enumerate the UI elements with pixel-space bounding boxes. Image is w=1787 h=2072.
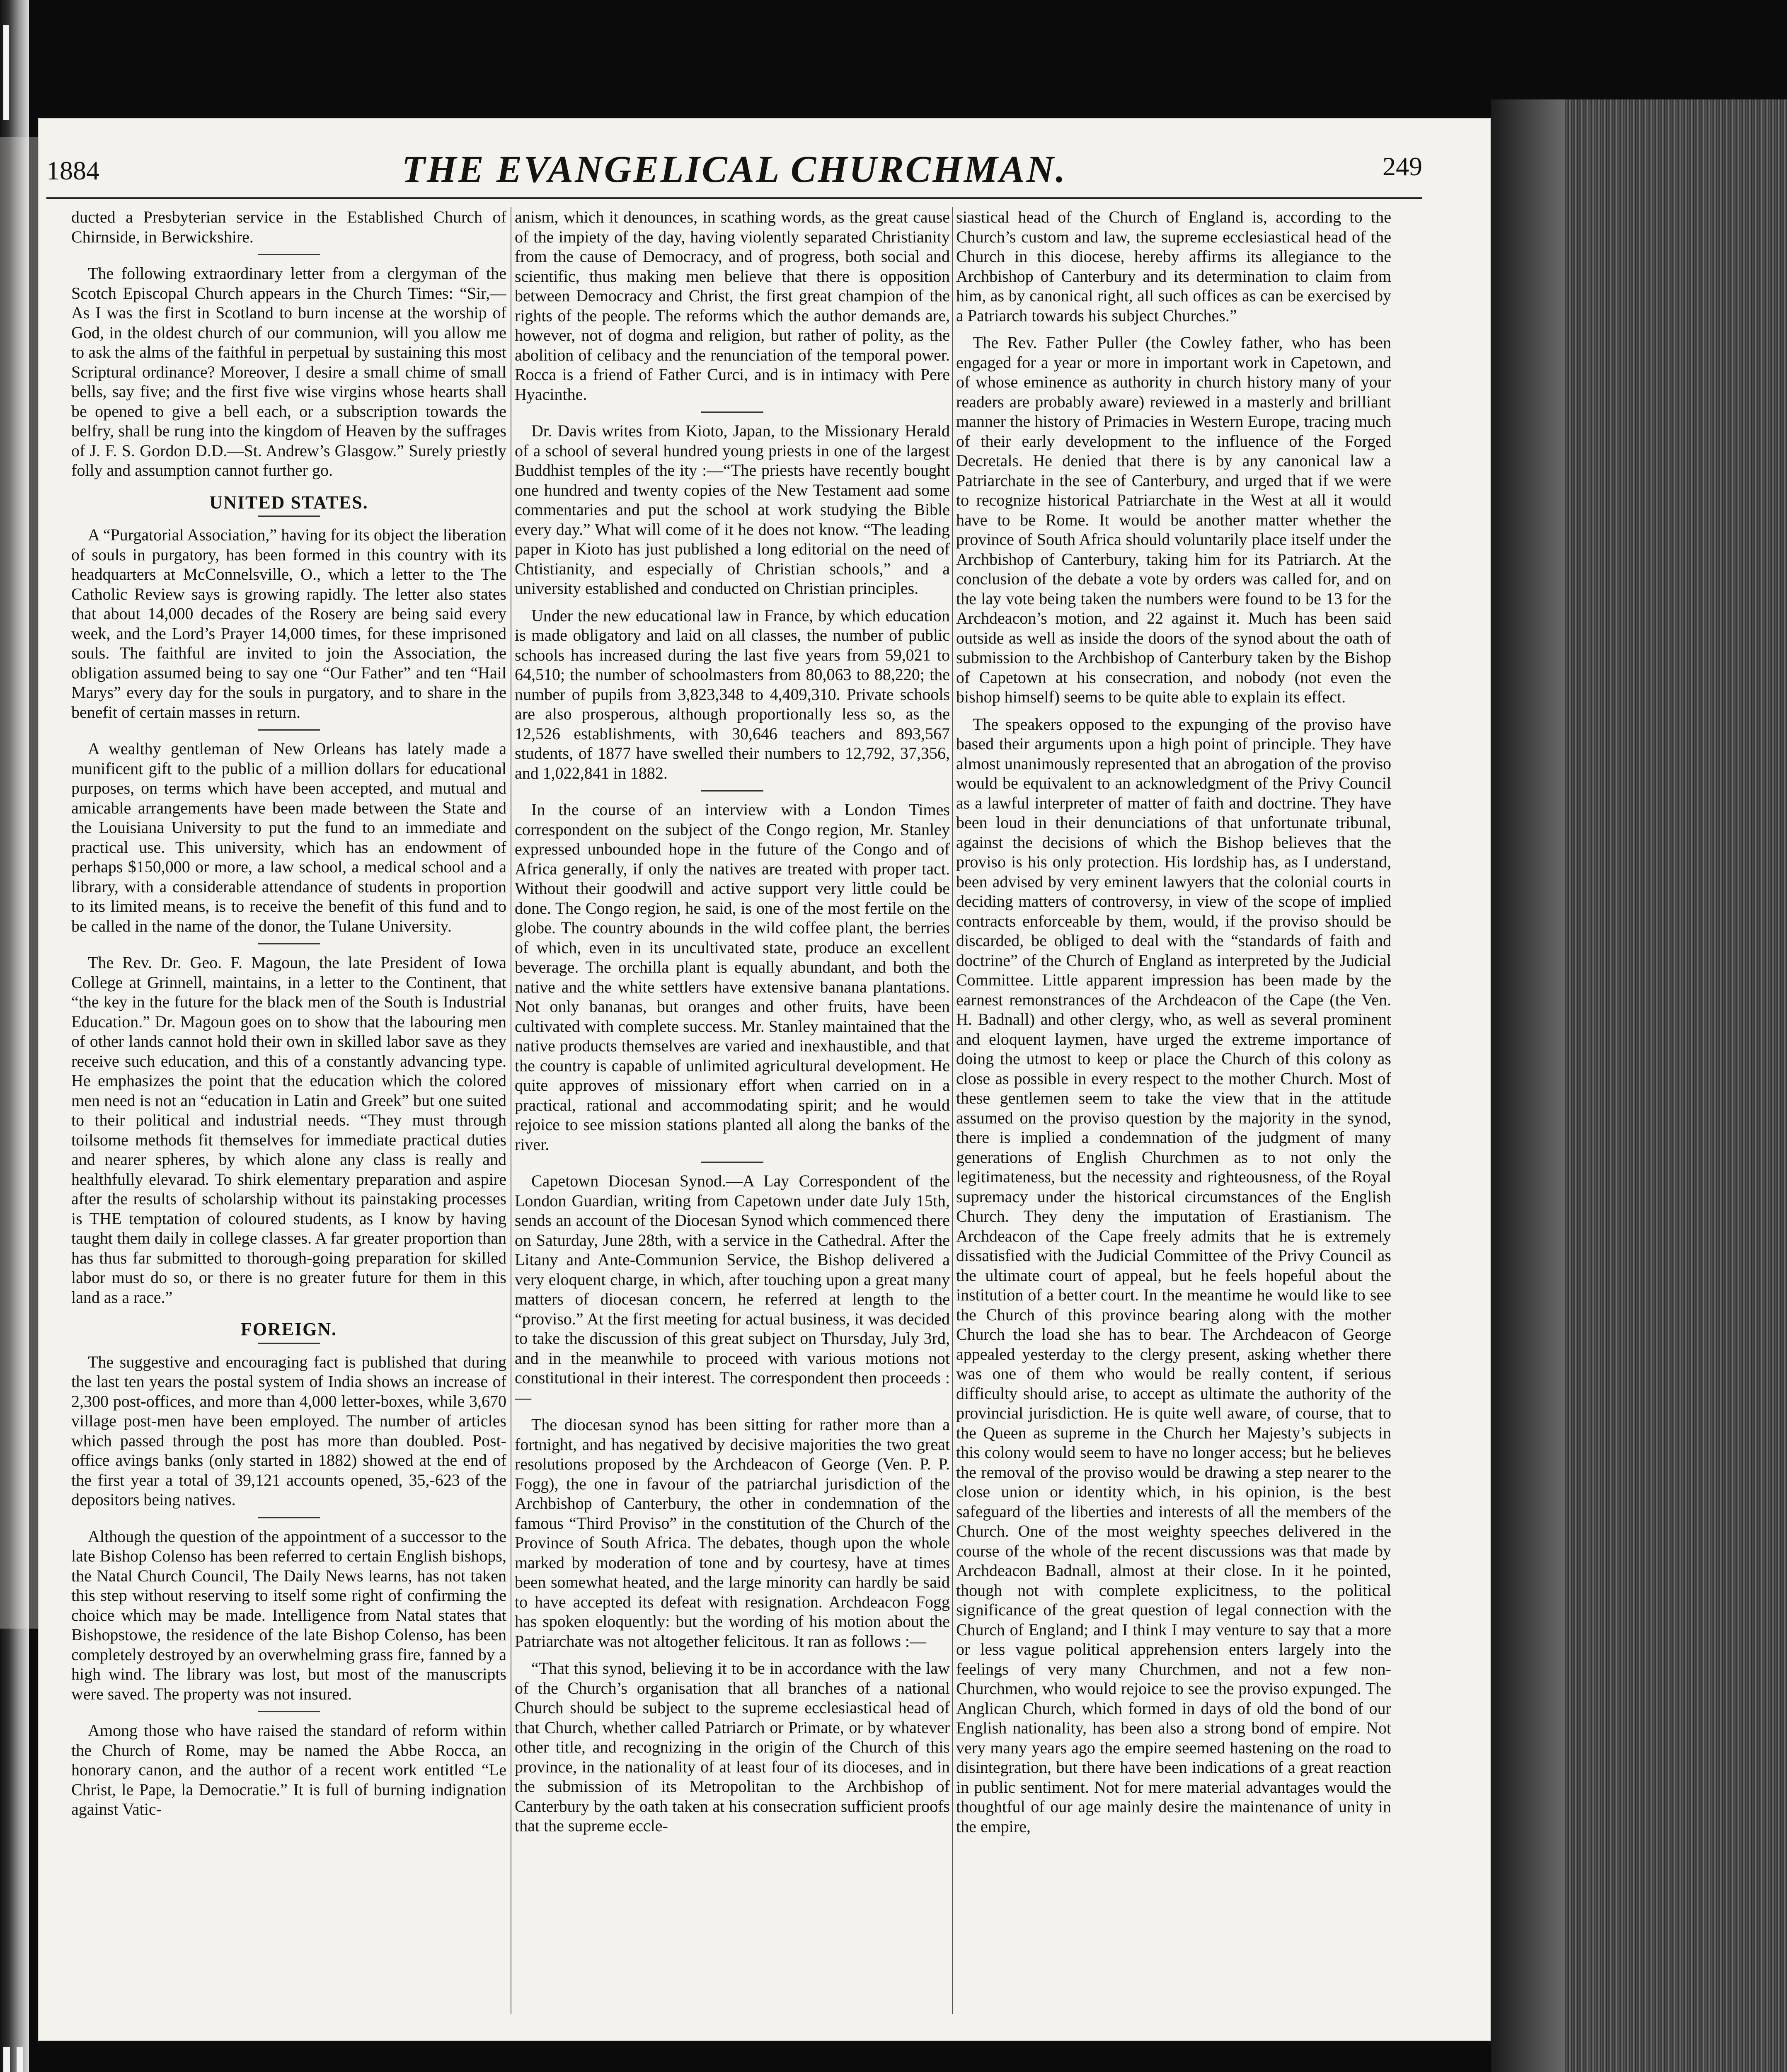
section-heading-united-states: UNITED STATES. bbox=[209, 492, 368, 513]
article-paragraph: The speakers opposed to the expunging of the proviso have based their arguments upon a high point of principle. They have almost unanimously represented that an abrogation of the proviso would be equivalent to an acknowledgment of the Privy Council as a lawful interpreter of matter of faith and doctrine. They have been loud in their denunciations of that unfortunate tribunal, against the decisions of which the Bishop believes that the proviso is his only protection. His lordship has, as I understand, been advised by very eminent lawyers that the colonial courts in deciding matters of controversy, in view of the scope of implied contracts enforceable by them, would, if the proviso should be discarded, be obliged to deal with the “standards of faith and doctrine” of the Church of England as interpreted by the Judicial Committee. Little apparent impression has been made by the earnest remonstrances of the Archdeacon of the Cape (the Ven. H. Badnall) and other clergy, who, as well as several prominent and eloquent laymen, have urged the extreme importance of doing the utmost to keep or place the Church of this colony as close as possible in every respect to the mother Church. Most of these gentlemen seem to take the view that in the attitude assumed on the proviso question by the majority in the synod, there is implied a condemnation of the judgment of many generations of English Churchmen as to not only the legitimateness, but the necessity and righteousness, of the Royal supremacy under the historical circumstances of the English Church. They deny the imputation of Erastianism. The Archdeacon of the Cape freely admits that he is extremely dissatisfied with the Judicial Committee of the Privy Council as the ultimate court of appeal, but he feels hopeful about the institution of a better court. In the meantime he would like to see the Church of this province bearing along with the mother Church the load she has to bear. The Archdeacon of George appealed yesterday to the clergy present, asking whether there was one of them who would be really content, if serious difficulty should arise, to accept as ultimate the authority of the provincial jurisdiction. He is quite well aware, of course, that to the Queen as supreme in the Church her Majesty’s subjects in this colony would seem to have no longer access; but he believes the removal of the proviso would be drawing a step nearer to the close union or identity which, in his opinion, is the best safeguard of the liberties and interests of all the members of the Church. One of the most weighty speeches delivered in the course of the whole of the recent discussions was that made by Archdeacon Badnall, almost at their close. In it he pointed, though not with complete explicitness, to the political significance of the great question of legal connection with the Church of England; and I think I may venture to say that a more or less vague political apprehension enters largely into the feelings of very many Churchmen, and not a few non-Churchmen, who would rejoice to see the proviso expunged. The Anglican Church, which formed in days of old the bond of our English nationality, has been also a strong bond of empire. Not very many years ago the empire seemed hastening on the road to disintegration, but there have been indications of a great reaction in public sentiment. Not for mere material advantages would the thoughtful of our age mainly desire the maintenance of unity in the empire, bbox=[956, 714, 1391, 1836]
article-paragraph: Under the new educational law in France, by which education is made obligatory and laid on all classes, the number of public schools has increased during the last five years from 59,021 to 64,510; the number of schoolmasters from 80,063 to 88,220; the number of pupils from 3,823,348 to 4,409,310. Private schools are also prosperous, although proportionally less so, as the 12,526 establishments, with 30,646 teachers and 893,567 students, of 1877 have swelled their numbers to 12,792, 37,356, and 1,022,841 in 1882. bbox=[515, 606, 950, 782]
article-paragraph: The Rev. Father Puller (the Cowley father, who has been engaged for a year or more in important work in Capetown, and of whose eminence as authority in church history many of your readers are probably aware) reviewed in a masterly and brilliant manner the history of Primacies in Western Europe, tracing much of their early development to the influence of the Forged Decretals. He denied that there is by any canonical law a Patriarchate in the see of Canterbury, and urged that if we were to recognize historical Patriarchate in the West at all it would have to be Rome. It would be another matter whether the province of South Africa should voluntarily place itself under the Archbishop of Canterbury, taking him for its Patriarch. At the conclusion of the debate a vote by orders was called for, and on the lay vote being taken the numbers were found to be 13 for the Archdeacon’s motion, and 22 against it. Much has been said outside as well as inside the doors of the synod about the oath of submission to the Archbishop of Canterbury taken by the Bishop of Capetown at his consecration, and nobody (not even the bishop himself) seems to be quite able to explain its effect. bbox=[956, 333, 1391, 706]
article-separator bbox=[701, 411, 763, 413]
header-rule bbox=[46, 197, 1422, 201]
article-paragraph: siastical head of the Church of England is, according to the Church’s custom and law, the supreme ecclesiastical head of the Church in this diocese, hereby affirms its allegiance to the Archbishop of Canterbury and its determination to claim from him, as by canonical right, all such offices as can be exercised by a Patriarch towards his subject Churches.” bbox=[956, 208, 1391, 325]
column-1 bbox=[71, 207, 506, 2031]
article-paragraph: Capetown Diocesan Synod.—A Lay Correspondent of the London Guardian, writing from Capetown under date July 15th, sends an account of the Diocesan Synod which commenced there on Saturday, June 28th, with a service in the Cathedral. After the Litany and Ante-Communion Service, the Bishop delivered a very eloquent charge, in which, after touching upon a great many matters of diocesan concern, he referred at length to the “proviso.” At the first meeting for actual business, it was decided to take the discussion of this great subject on Thursday, July 3rd, and in the meanwhile to proceed with various motions not constitutional in their interest. The correspondent then proceeds :— bbox=[515, 1172, 950, 1407]
article-paragraph: Although the question of the appointment of a successor to the late Bishop Colenso has been referred to certain English bishops, the Natal Church Council, The Daily News learns, has not taken this step without reserving to itself some right of confirming the choice which may be made. Intelligence from Natal states that Bishopstowe, the residence of the late Bishop Colenso, has been completely destroyed by an overwhelming grass fire, fanned by a high wind. The library was lost, but most of the manuscripts were saved. The property was not insured. bbox=[71, 1527, 506, 1703]
column-3 bbox=[956, 207, 1391, 2031]
article-paragraph: The Rev. Dr. Geo. F. Magoun, the late President of Iowa College at Grinnell, maintains, in a letter to the Continent, that “the key in the future for the black men of the South is Industrial Education.” Dr. Magoun goes on to show that the labouring men of other lands cannot hold their own in skilled labor save as they receive such education, and this of a constantly advancing type. He emphasizes the point that the education which the colored men need is not an “education in Latin and Greek” but one suited to their political and industrial needs. “They must through toilsome methods fit themselves for immediate practical duties and nearer spheres, by which alone any class is really and healthfully elevarad. To shirk elementary preparation and aspire after the results of scholarship without its painstaking processes is THE temptation of coloured students, as I know by having taught them daily in college classes. A far greater proportion than has thus far submitted to thorough-going preparation for skilled labor must do so, or there is no greater future for them in this land as a race.” bbox=[71, 953, 506, 1307]
header-year: 1884 bbox=[46, 156, 99, 185]
article-paragraph: Dr. Davis writes from Kioto, Japan, to the Missionary Herald of a school of several hundred young priests in one of the largest Buddhist temples of the ity :—“The priests have recently bought one hundred and twenty copies of the New Testament aad some commentaries and put the school at work studying the Bible every day.” What will come of it he does not know. “The leading paper in Kioto has just published a long editorial on the need of Chtistianity, and especially of Christian schools,” and a university established and conducted on Christian principles. bbox=[515, 421, 950, 598]
article-paragraph: The suggestive and encouraging fact is published that during the last ten years the postal system of India shows an increase of 2,300 post-offices, and more than 4,000 letter-boxes, while 3,670 village post-men have been employed. The number of articles which passed through the post has more than doubled. Post-office avings banks (only started in 1882) showed at the end of the first year a total of 39,121 accounts opened, 35,-623 of the depositors being natives. bbox=[71, 1352, 506, 1509]
article-separator bbox=[258, 1517, 320, 1518]
section-heading-foreign: FOREIGN. bbox=[240, 1319, 337, 1339]
article-separator bbox=[701, 790, 763, 792]
newspaper-page bbox=[38, 118, 1491, 2041]
page-edge-shadow bbox=[1491, 99, 1565, 2072]
article-paragraph: In the course of an interview with a London Times correspondent on the subject of the Congo region, Mr. Stanley expressed unbounded hope in the future of the Congo and of Africa generally, if only the natives are treated with proper tact. Without their goodwill and active support very little could be done. The Congo region, he said, is one of the most fertile on the globe. The country abounds in the wild coffee plant, the berries of which, even in its uncultivated state, produce an excellent beverage. The orchilla plant is equally abundant, and both the native and the white settlers have extensive banana plantations. Not only bananas, but oranges and other fruits, have been cultivated with complete success. Mr. Stanley maintained that the native products themselves are varied and inexhaustible, and that the country is capable of unlimited agricultural development. He quite approves of missionary effort when carried on in a practical, rational and accommodating spirit; and he would rejoice to see mission stations planted all along the banks of the river. bbox=[515, 800, 950, 1154]
page-stack-edge bbox=[1491, 99, 1787, 2072]
article-separator bbox=[258, 1343, 320, 1344]
article-paragraph: A wealthy gentleman of New Orleans has lately made a munificent gift to the public of a million dollars for educational purposes, on terms which have been accepted, and mutual and amicable arrangements have been made between the State and the Louisiana University to put the fund to an immediate and practical use. This university, which has an endowment of perhaps $150,000 or more, a law school, a medical school and a library, with a considerable attendance of students in proportion to its limited means, is to receive the benefit of this fund and to be called in the name of the donor, the Tulane University. bbox=[71, 739, 506, 935]
article-separator bbox=[258, 254, 320, 255]
article-separator bbox=[258, 943, 320, 944]
page-number: 249 bbox=[1383, 152, 1422, 181]
article-paragraph: ducted a Presbyterian service in the Established Church of Chirnside, in Berwickshire. bbox=[71, 208, 506, 246]
binding-bar-lower-2 bbox=[17, 2047, 23, 2072]
column-2 bbox=[515, 207, 950, 2031]
article-quote: “That this synod, believing it to be in accordance with the law of the Church’s organisation that all branches of a national Church should be subject to the supreme ecclesiastical head of that Church, whether called Patriarch or Primate, or by whatever other title, and recognizing in the origin of the Church of this province, in the nationality of at least four of its dioceses, and in the submission of its Metropolitan to the Archbishop of Canterbury by the oath taken at his consecration sufficient proofs that the supreme eccle- bbox=[515, 1659, 950, 1835]
column-divider-2 bbox=[952, 207, 953, 2014]
article-separator bbox=[258, 1711, 320, 1712]
article-separator bbox=[258, 729, 320, 731]
article-paragraph: Among those who have raised the standard of reform within the Church of Rome, may be named the Abbe Rocca, an honorary canon, and the author of a recent work entitled “Le Christ, le Pape, la Democratie.” It is full of burning indignation against Vatic- bbox=[71, 1721, 506, 1818]
binding-bar-upper bbox=[3, 25, 9, 120]
article-paragraph: The following extraordinary letter from a clergyman of the Scotch Episcopal Church appears in the Church Times: “Sir,—As I was the first in Scotland to burn incense at the worship of God, in the oldest church of our communion, will you allow me to ask the alms of the faithful in perpetual by sustaining this most Scriptural ordinance? Moreover, I desire a small chime of small bells, say five; and the first five wise virgins whose hearts shall be opened to give a bell each, or a subscription towards the belfry, shall be rung into the kingdom of Heaven by the suffrages of J. F. S. Gordon D.D.—St. Andrew’s Glasgow.” Surely priestly folly and assumption cannot further go. bbox=[71, 264, 506, 479]
masthead-title: THE EVANGELICAL CHURCHMAN. bbox=[402, 148, 1067, 190]
article-paragraph: anism, which it denounces, in scathing words, as the great cause of the impiety of the day, having violently separated Christianity from the cause of Democracy, and of progress, both social and scientific, thus making men believe that there is opposition between Democracy and Christ, the first great champion of the rights of the people. The reforms which the author demands are, however, not of dogma and religion, but rather of polity, as the abolition of celibacy and the renunciation of the temporal power. Rocca is a friend of Father Curci, and is in intimacy with Pere Hyacinthe. bbox=[515, 208, 950, 404]
binding-bar-lower-1 bbox=[3, 2047, 10, 2072]
article-separator bbox=[258, 516, 320, 517]
article-paragraph: The diocesan synod has been sitting for rather more than a fortnight, and has negatived by decisive majorities the two great resolutions proposed by the Archdeacon of George (Ven. P. P. Fogg), the one in favour of the patriarchal jurisdiction of the Archbishop of Canterbury, the other in condemnation of the famous “Third Proviso” in the constitution of the Church of the Province of South Africa. The debates, though upon the whole marked by moderation of tone and by courtesy, have at times been somewhat heated, and the large minority can hardly be said to have accepted its defeat with resignation. Archdeacon Fogg has spoken eloquently: but the wording of his motion about the Patriarchate was not altogether felicitous. It ran as follows :— bbox=[515, 1415, 950, 1651]
article-separator bbox=[701, 1162, 763, 1163]
article-paragraph: A “Purgatorial Association,” having for its object the liberation of souls in purgatory, has been formed in this country with its headquarters at McConnelsville, O., which a letter to the The Catholic Review says is growing rapidly. The letter also states that about 14,000 decades of the Rosery are being said every week, and the Lord’s Prayer 14,000 times, for these imprisoned souls. The faithful are invited to join the Association, the obligation assumed being to say one “Our Father” and ten “Hail Marys” every day for the souls in purgatory, and to share in the benefit of certain masses in return. bbox=[71, 525, 506, 721]
